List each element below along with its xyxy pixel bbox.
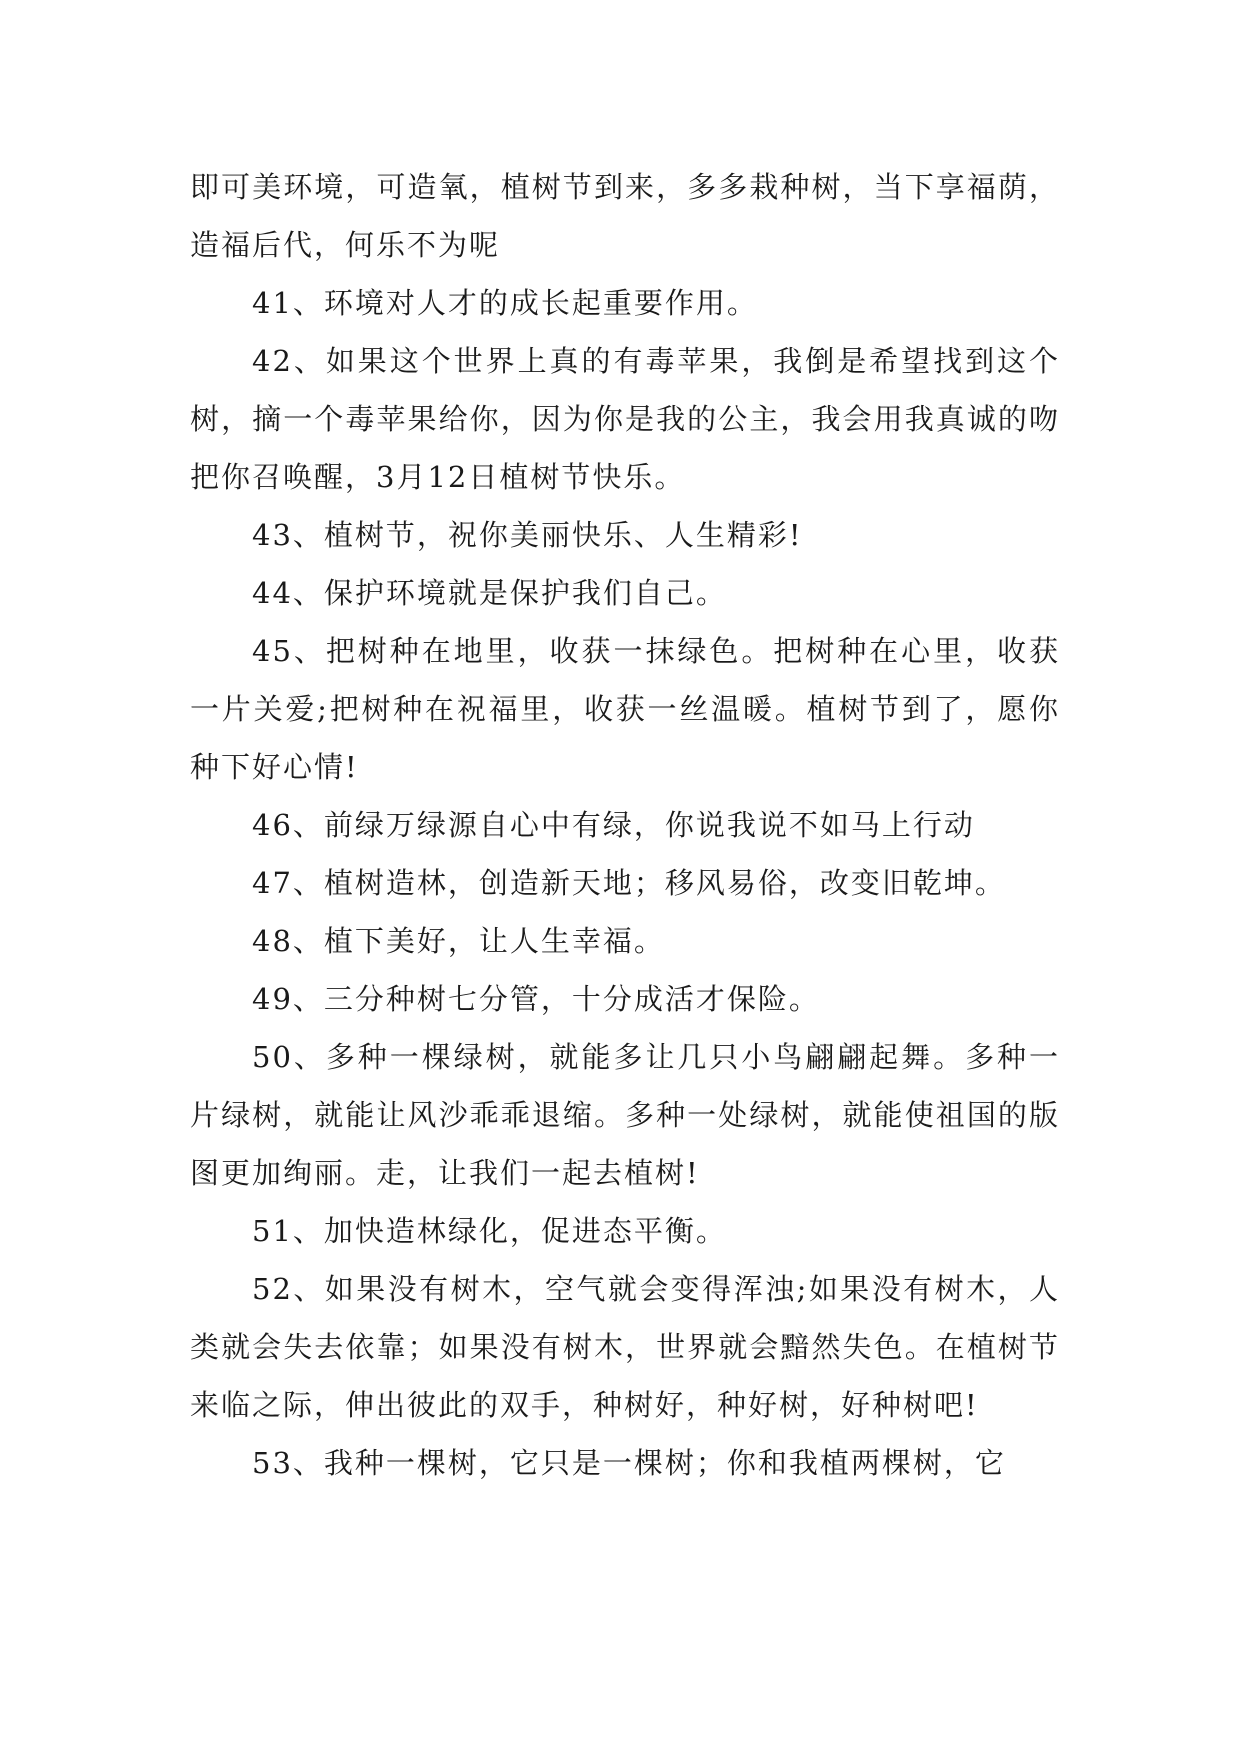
paragraph-41: 41、环境对人才的成长起重要作用。 [252,286,758,320]
paragraph-48: 48、植下美好，让人生幸福。 [252,924,665,958]
paragraph-43: 43、植树节，祝你美丽快乐、人生精彩! [252,518,803,552]
paragraph-45: 45、把树种在地里，收获一抹绿色。把树种在心里，收获一片关爱;把树种在祝福里，收获一丝温暖。植树节到了，愿你种下好心情! [190,634,1060,784]
paragraph-51: 51、加快造林绿化，促进态平衡。 [252,1214,727,1248]
body-text [190,158,1060,1492]
paragraph-42: 42、如果这个世界上真的有毒苹果，我倒是希望找到这个树，摘一个毒苹果给你，因为你是我的公主，我会用我真诚的吻把你召唤醒，3月12日植树节快乐。 [190,344,1060,494]
paragraph-continuation: 即可美环境，可造氧，植树节到来，多多栽种树，当下享福荫，造福后代，何乐不为呢 [190,170,1060,262]
paragraph-50: 50、多种一棵绿树，就能多让几只小鸟翩翩起舞。多种一片绿树，就能让风沙乖乖退缩。多种一处绿树，就能使祖国的版图更加绚丽。走，让我们一起去植树! [190,1040,1060,1190]
paragraph-44: 44、保护环境就是保护我们自己。 [252,576,727,610]
paragraph-52: 52、如果没有树木，空气就会变得浑浊;如果没有树木，人类就会失去依靠；如果没有树木，世界就会黯然失色。在植树节来临之际，伸出彼此的双手，种树好，种好树，好种树吧! [190,1272,1060,1422]
paragraph-49: 49、三分种树七分管，十分成活才保险。 [252,982,820,1016]
paragraph-46: 46、前绿万绿源自心中有绿，你说我说不如马上行动 [252,808,975,842]
paragraph-53: 53、我种一棵树，它只是一棵树；你和我植两棵树，它 [252,1446,1006,1480]
paragraph-47: 47、植树造林，创造新天地；移风易俗，改变旧乾坤。 [252,866,1006,900]
